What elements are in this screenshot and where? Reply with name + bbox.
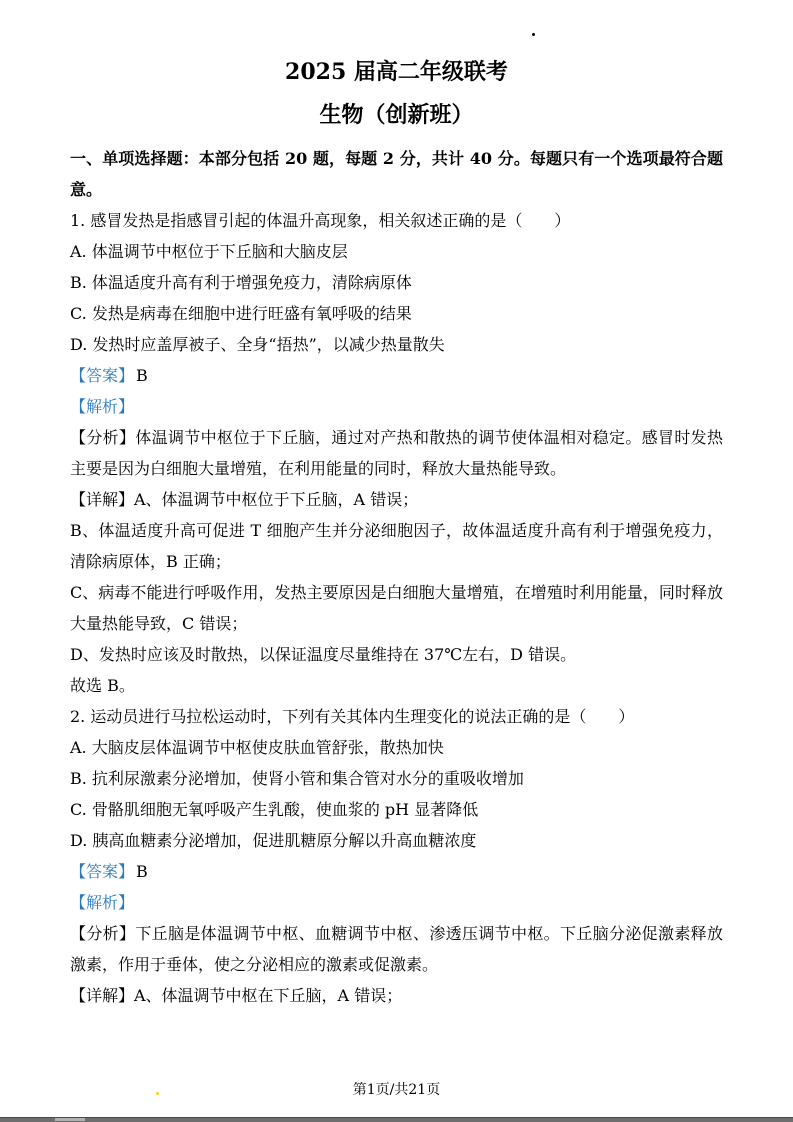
question-option: A. 体温调节中枢位于下丘脑和大脑皮层 — [70, 242, 348, 261]
question-block — [70, 701, 723, 1011]
jiexi-label: 【解析】 — [70, 893, 135, 912]
page-number-footer: 第1页/共21页 — [352, 1082, 441, 1098]
answer-label: 【答案】 — [70, 862, 135, 881]
page-bottom-edge — [0, 1117, 793, 1122]
analysis-paragraph: 【分析】体温调节中枢位于下丘脑，通过对产热和散热的调节使体温相对稳定。感冒时发热主要是因为白细胞大量增殖，在利用能量的同时，释放大量热能导致。 — [70, 428, 723, 478]
detail-paragraph: 故选 B。 — [70, 676, 135, 695]
jiexi-line — [70, 887, 723, 918]
detail-paragraph: C、病毒不能进行呼吸作用，发热主要原因是白细胞大量增殖，在增殖时利用能量，同时释放大量热能导致，C 错误； — [70, 583, 723, 633]
question-option: D. 胰高血糖素分泌增加，促进肌糖原分解以升高血糖浓度 — [70, 831, 477, 850]
detail-paragraph: 【详解】A、体温调节中枢在下丘脑，A 错误； — [70, 986, 403, 1005]
answer-line — [70, 856, 723, 887]
jiexi-label: 【解析】 — [70, 397, 135, 416]
answer-value: B — [136, 366, 148, 385]
question-stem: 1. 感冒发热是指感冒引起的体温升高现象，相关叙述正确的是（ ） — [70, 211, 571, 230]
section-header: 一、单项选择题：本部分包括 20 题，每题 2 分，共计 40 分。每题只有一个选项最符合题意。 — [70, 149, 723, 199]
jiexi-line — [70, 391, 723, 422]
document-body — [70, 143, 723, 1011]
page-title: 2025 届高二年级联考 — [285, 59, 508, 85]
page-subtitle: 生物（创新班） — [319, 102, 474, 128]
page-bottom-edge-highlight — [55, 1118, 85, 1121]
question-option: C. 发热是病毒在细胞中进行旺盛有氧呼吸的结果 — [70, 304, 412, 323]
question-option: C. 骨骼肌细胞无氧呼吸产生乳酸，使血浆的 pH 显著降低 — [70, 800, 479, 819]
question-option: A. 大脑皮层体温调节中枢使皮肤血管舒张，散热加快 — [70, 738, 444, 757]
answer-line — [70, 360, 723, 391]
answer-label: 【答案】 — [70, 366, 135, 385]
question-stem: 2. 运动员进行马拉松运动时，下列有关其体内生理变化的说法正确的是（ ） — [70, 707, 635, 726]
analysis-paragraph: 【分析】下丘脑是体温调节中枢、血糖调节中枢、渗透压调节中枢。下丘脑分泌促激素释放激素，作用于垂体，使之分泌相应的激素或促激素。 — [70, 924, 723, 974]
question-block — [70, 205, 723, 701]
detail-paragraph: B、体温适度升高可促进 T 细胞产生并分泌细胞因子，故体温适度升高有利于增强免疫力，清除病原体，B 正确； — [70, 521, 723, 571]
answer-value: B — [136, 862, 148, 881]
question-option: D. 发热时应盖厚被子、全身“捂热”，以减少热量散失 — [70, 335, 445, 354]
detail-paragraph: D、发热时应该及时散热，以保证温度尽量维持在 37℃左右，D 错误。 — [70, 645, 577, 664]
question-option: B. 抗利尿激素分泌增加，使肾小管和集合管对水分的重吸收增加 — [70, 769, 524, 788]
stray-dot-mark — [532, 33, 535, 36]
question-option: B. 体温适度升高有利于增强免疫力，清除病原体 — [70, 273, 412, 292]
detail-paragraph: 【详解】A、体温调节中枢位于下丘脑，A 错误； — [70, 490, 419, 509]
